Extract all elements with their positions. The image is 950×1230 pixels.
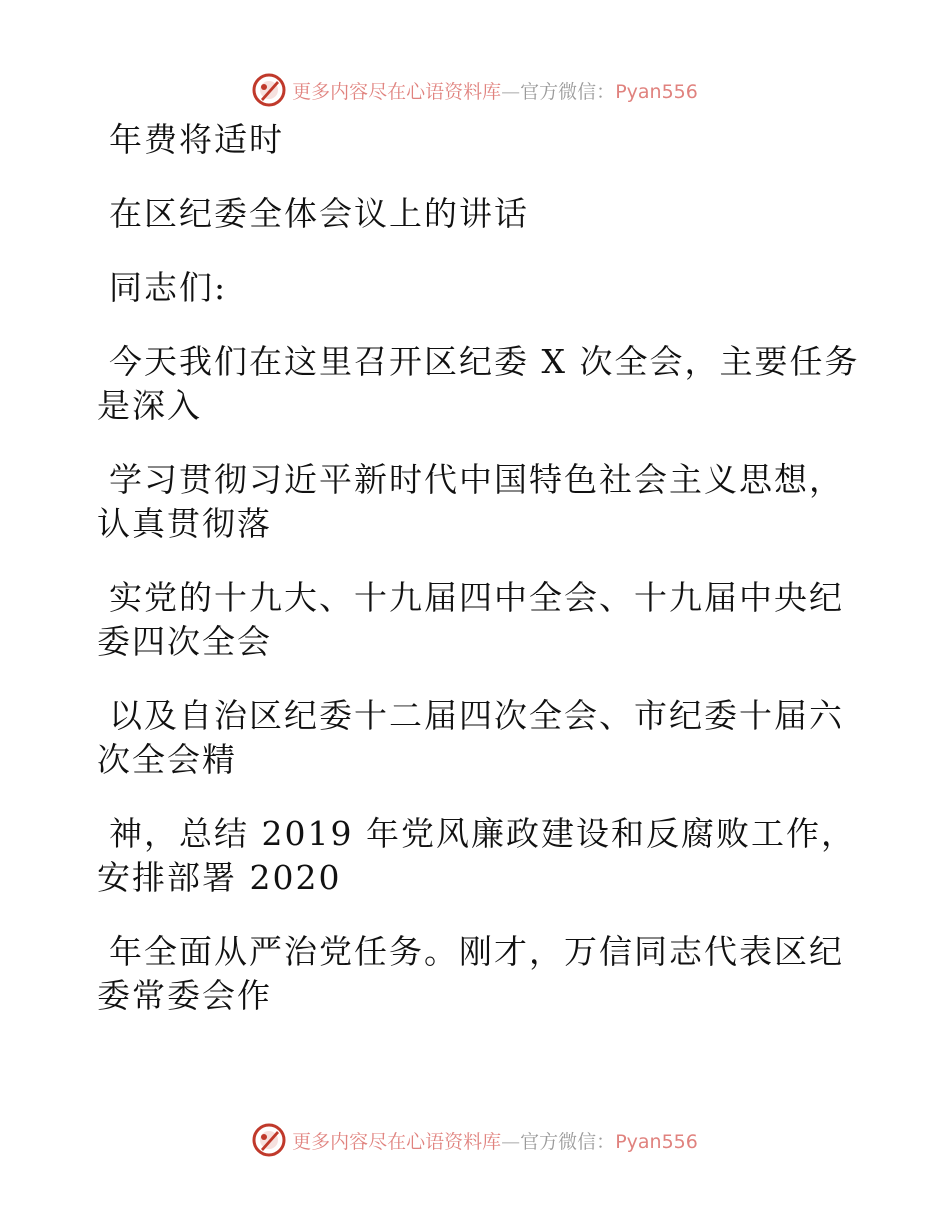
paragraph-continuation: 次全会精: [97, 740, 237, 779]
paragraph-text: 神，总结 2019 年党风廉政建设和反腐败工作，: [109, 814, 856, 853]
watermark-id: Pyan556: [615, 1130, 698, 1153]
paragraph-text: 学习贯彻习近平新时代中国特色社会主义思想，: [109, 460, 844, 499]
watermark-separator: —: [501, 80, 521, 103]
paragraph-text: 同志们:: [109, 268, 228, 307]
speech-title: [97, 192, 867, 236]
watermark-text: [292, 1127, 698, 1154]
paragraph-continuation: 委常委会作: [97, 976, 272, 1015]
paragraph-8: [97, 812, 867, 900]
paragraph-text: 年全面从严治党任务。刚才，万信同志代表区纪: [109, 932, 844, 971]
watermark-separator: —: [501, 1130, 521, 1153]
paragraph-9: [97, 930, 867, 1018]
paragraph-text: 年费将适时: [109, 120, 284, 159]
watermark-text: [292, 77, 698, 104]
paragraph-text: 今天我们在这里召开区纪委 X 次全会，主要任务: [109, 342, 860, 381]
seal-logo-icon: [252, 73, 286, 107]
footer-watermark: [0, 1118, 950, 1162]
paragraph-text: 实党的十九大、十九届四中全会、十九届中央纪: [109, 578, 844, 617]
watermark-name: 更多内容尽在心语资料库: [292, 1130, 502, 1153]
header-watermark: [0, 68, 950, 112]
paragraph-continuation: 是深入: [97, 386, 202, 425]
paragraph-5: [97, 458, 867, 546]
paragraph-6: [97, 576, 867, 664]
watermark-name: 更多内容尽在心语资料库: [292, 80, 502, 103]
seal-logo-icon: [252, 1123, 286, 1157]
salutation: [97, 266, 867, 310]
watermark-official: 官方微信：: [520, 80, 616, 103]
paragraph-4: [97, 340, 867, 428]
watermark-official: 官方微信：: [520, 1130, 616, 1153]
paragraph-continuation: 委四次全会: [97, 622, 272, 661]
paragraph-text: 以及自治区纪委十二届四次全会、市纪委十届六: [109, 696, 844, 735]
paragraph-7: [97, 694, 867, 782]
paragraph-continuation: 认真贯彻落: [97, 504, 272, 543]
paragraph-1: [97, 118, 867, 162]
watermark-id: Pyan556: [615, 80, 698, 103]
paragraph-text: 在区纪委全体会议上的讲话: [109, 194, 529, 233]
document-body: [97, 118, 867, 1018]
paragraph-continuation: 安排部署 2020: [97, 858, 342, 897]
